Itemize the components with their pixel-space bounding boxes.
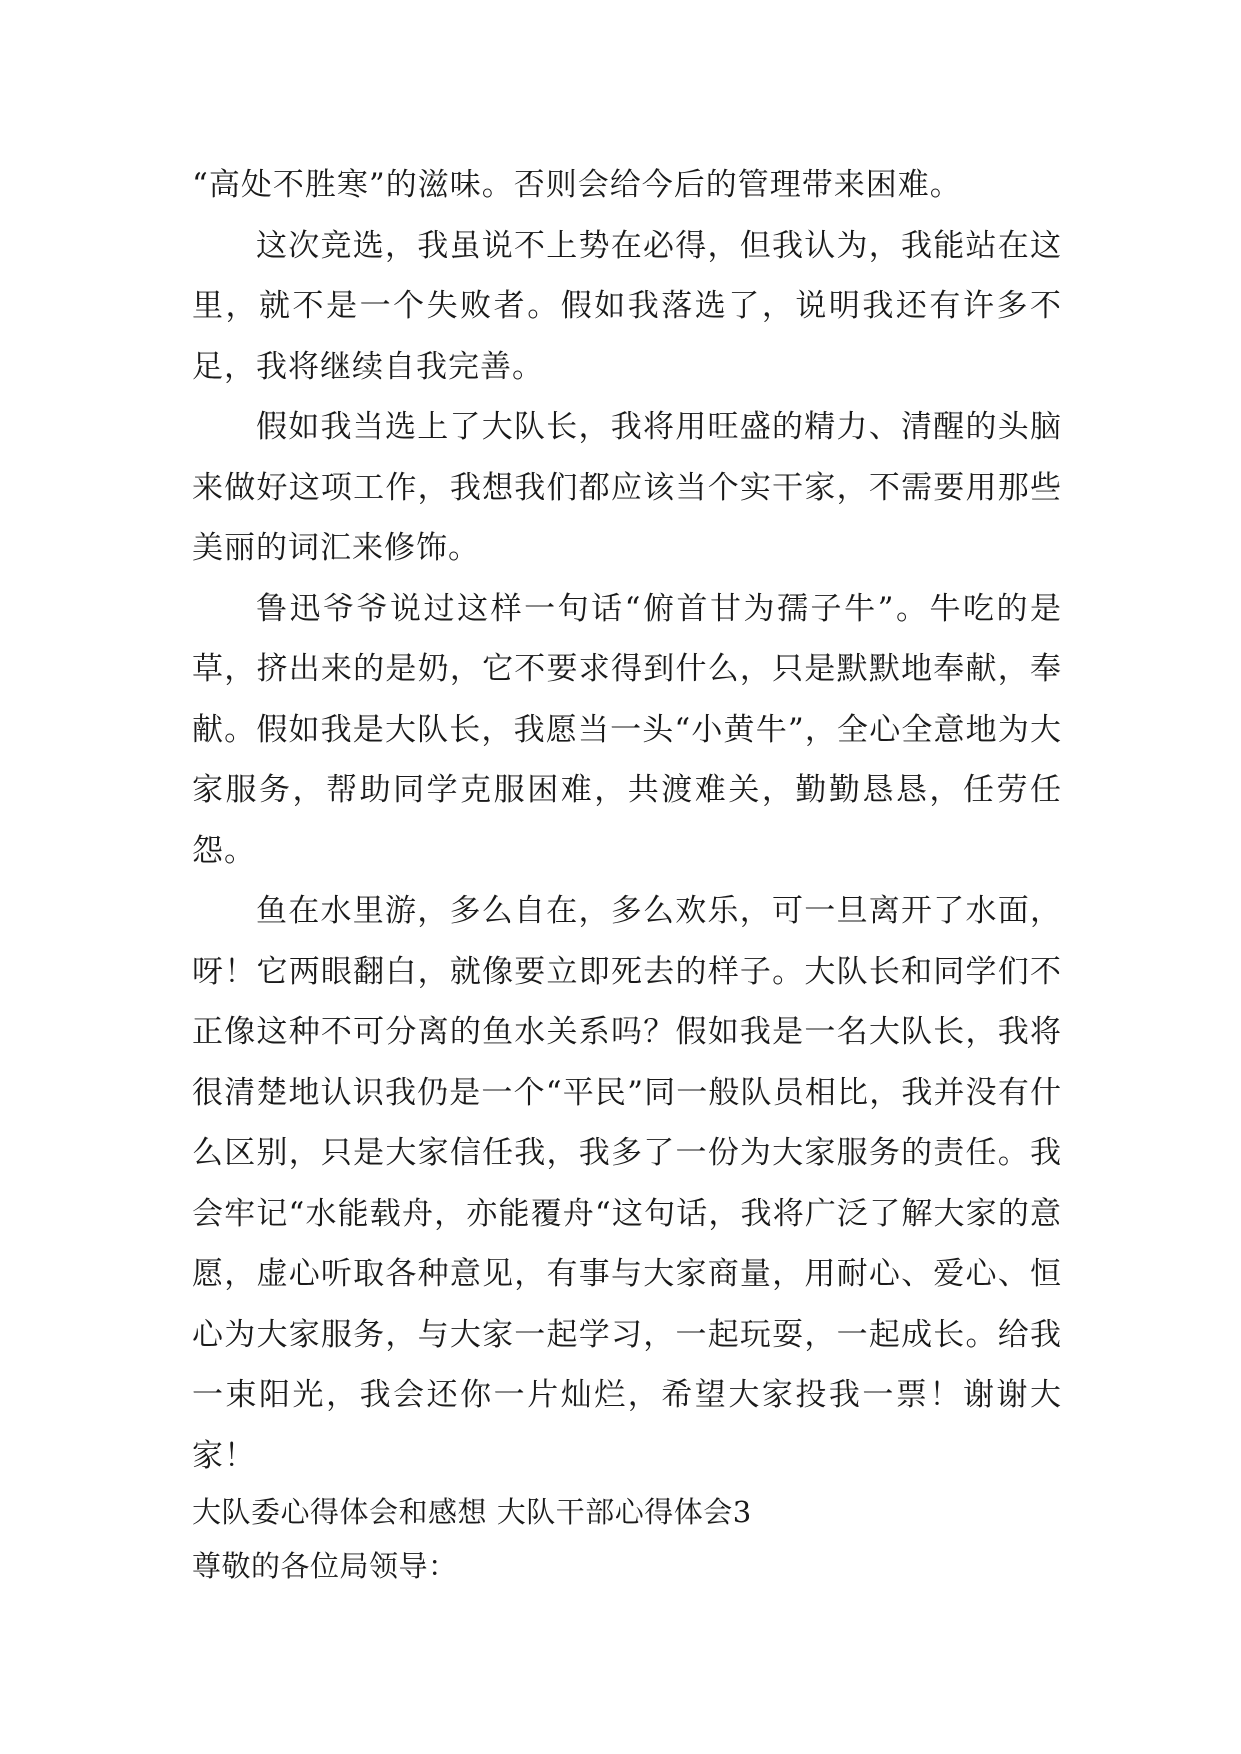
section-heading: 大队委心得体会和感想 大队干部心得体会3 (192, 1495, 752, 1529)
paragraph-election-attitude: 这次竞选，我虽说不上势在必得，但我认为，我能站在这里，就不是一个失败者。假如我落选了，说明我还有许多不足，我将继续自我完善。 (192, 227, 1062, 385)
paragraph-if-elected: 假如我当选上了大队长，我将用旺盛的精力、清醒的头脑来做好这项工作，我想我们都应该当个实干家，不需要用那些美丽的词汇来修饰。 (192, 409, 1062, 566)
paragraph-fish-and-water: 鱼在水里游，多么自在，多么欢乐，可一旦离开了水面，呀！它两眼翻白，就像要立即死去的样子。大队长和同学们不正像这种不可分离的鱼水关系吗？假如我是一名大队长，我将很清楚地认识我仍是一个“平民”同一般队员相比，我并没有什么区别，只是大家信任我，我多了一份为大家服务的责任。我会牢记“水能载舟，亦能覆舟“这句话，我将广泛了解大家的意愿，虚心听取各种意见，有事与大家商量，用耐心、爱心、恒心为大家服务，与大家一起学习，一起玩耍，一起成长。给我一束阳光，我会还你一片灿烂，希望大家投我一票！谢谢大家！ (192, 893, 1062, 1474)
paragraph-continuation: “高处不胜寒”的滋味。否则会给今后的管理带来困难。 (192, 167, 962, 203)
paragraph-lu-xun-quote: 鲁迅爷爷说过这样一句话“俯首甘为孺子牛”。牛吃的是草，挤出来的是奶，它不要求得到什么，只是默默地奉献，奉献。假如我是大队长，我愿当一头“小黄牛”，全心全意地为大家服务，帮助同学克服困难，共渡难关，勤勤恳恳，任劳任怨。 (192, 590, 1062, 869)
salutation-line: 尊敬的各位局领导： (192, 1549, 458, 1583)
document-body (192, 155, 1062, 1594)
